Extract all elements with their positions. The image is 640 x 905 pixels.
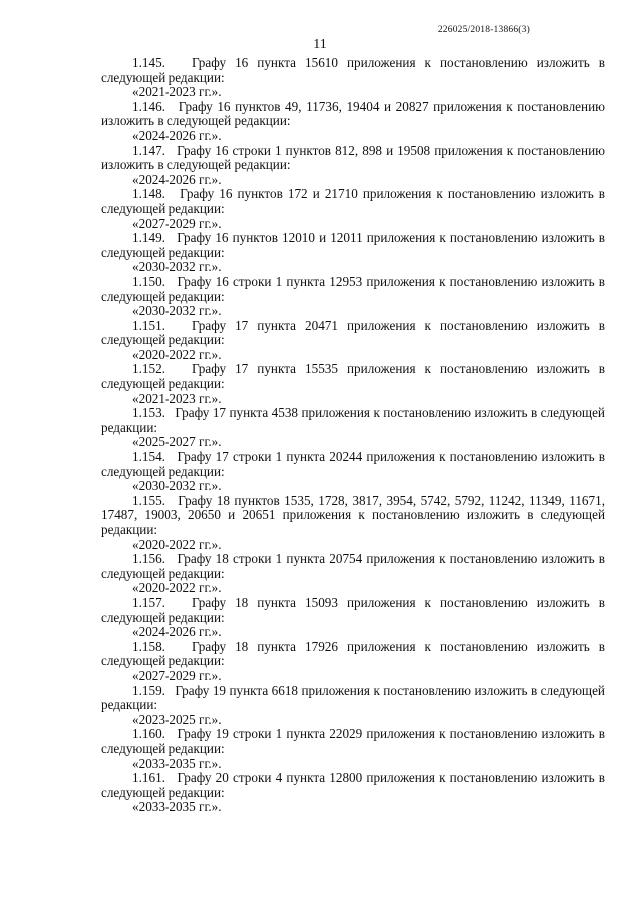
amendment-text: 1.147. Графу 16 строки 1 пунктов 812, 898 и 19508 приложения к постановлению изложить в следующей редакции: (101, 142, 605, 173)
amendment-value: «2027-2029 гг.». (132, 667, 222, 683)
amendment-value: «2030-2032 гг.». (132, 303, 222, 319)
amendment-item (101, 406, 605, 450)
amendment-value: «2024-2026 гг.». (132, 171, 222, 187)
amendment-text: 1.154. Графу 17 строки 1 пункта 20244 приложения к постановлению изложить в следующей редакции: (101, 449, 605, 479)
amendment-item (101, 684, 605, 728)
amendment-item (101, 319, 605, 363)
amendment-value: «2025-2027 гг.». (132, 434, 222, 450)
amendment-text: 1.152. Графу 17 пункта 15535 приложения к постановлению изложить в следующей редакции: (101, 361, 605, 392)
amendment-item (101, 771, 605, 815)
amendment-text: 1.155. Графу 18 пунктов 1535, 1728, 3817, 3954, 5742, 5792, 11242, 11349, 11671, 17487, 19003, 20650 и 20651 приложения к постановлению изложить в следующей редакции: (101, 492, 605, 537)
amendment-item (101, 596, 605, 640)
amendment-value: «2021-2023 гг.». (132, 390, 222, 406)
amendment-item (101, 100, 605, 144)
amendment-item (101, 56, 605, 100)
amendment-value: «2033-2035 гг.». (132, 755, 222, 771)
amendment-item (101, 144, 605, 188)
amendment-value: «2020-2022 гг.». (132, 536, 222, 552)
amendment-value: «2024-2026 гг.». (132, 127, 222, 143)
amendment-value: «2033-2035 гг.». (132, 799, 222, 815)
page-number: 11 (313, 37, 327, 52)
amendment-value: «2030-2032 гг.». (132, 478, 222, 494)
amendment-text: 1.150. Графу 16 строки 1 пункта 12953 приложения к постановлению изложить в следующей редакции: (101, 273, 605, 304)
amendment-item (101, 231, 605, 275)
amendment-text: 1.158. Графу 18 пункта 17926 приложения к постановлению изложить в следующей редакции: (101, 638, 605, 669)
document-body (101, 56, 605, 815)
amendment-item (101, 275, 605, 319)
amendment-value: «2020-2022 гг.». (132, 580, 222, 596)
amendment-text: 1.145. Графу 16 пункта 15610 приложения к постановлению изложить в следующей редакции: (101, 55, 605, 85)
amendment-text: 1.151. Графу 17 пункта 20471 приложения к постановлению изложить в следующей редакции: (101, 317, 605, 348)
amendment-text: 1.157. Графу 18 пункта 15093 приложения к постановлению изложить в следующей редакции: (101, 594, 605, 625)
amendment-value: «2030-2032 гг.». (132, 259, 222, 275)
amendment-item (101, 727, 605, 771)
amendment-text: 1.159. Графу 19 пункта 6618 приложения к постановлению изложить в следующей редакции: (101, 682, 605, 713)
document-id: 226025/2018-13866(3) (437, 25, 530, 35)
amendment-text: 1.146. Графу 16 пунктов 49, 11736, 19404 и 20827 приложения к постановлению изложить в следующей редакции: (101, 98, 605, 129)
amendment-text: 1.148. Графу 16 пунктов 172 и 21710 приложения к постановлению изложить в следующей редакции: (101, 186, 605, 216)
amendment-value: «2021-2023 гг.». (132, 84, 222, 100)
amendment-item (101, 450, 605, 494)
amendment-item (101, 362, 605, 406)
amendment-value: «2023-2025 гг.». (132, 711, 222, 727)
amendment-text: 1.161. Графу 20 строки 4 пункта 12800 приложения к постановлению изложить в следующей редакции: (101, 770, 605, 800)
amendment-value: «2020-2022 гг.». (132, 346, 222, 362)
amendment-item (101, 187, 605, 231)
amendment-value: «2027-2029 гг.». (132, 215, 222, 231)
amendment-item (101, 494, 605, 552)
amendment-text: 1.156. Графу 18 строки 1 пункта 20754 приложения к постановлению изложить в следующей редакции: (101, 551, 605, 581)
amendment-text: 1.160. Графу 19 строки 1 пункта 22029 приложения к постановлению изложить в следующей редакции: (101, 726, 605, 756)
amendment-item (101, 552, 605, 596)
amendment-value: «2024-2026 гг.». (132, 624, 222, 640)
amendment-text: 1.153. Графу 17 пункта 4538 приложения к постановлению изложить в следующей редакции: (101, 405, 605, 435)
amendment-text: 1.149. Графу 16 пунктов 12010 и 12011 приложения к постановлению изложить в следующей редакции: (101, 230, 605, 260)
amendment-item (101, 640, 605, 684)
